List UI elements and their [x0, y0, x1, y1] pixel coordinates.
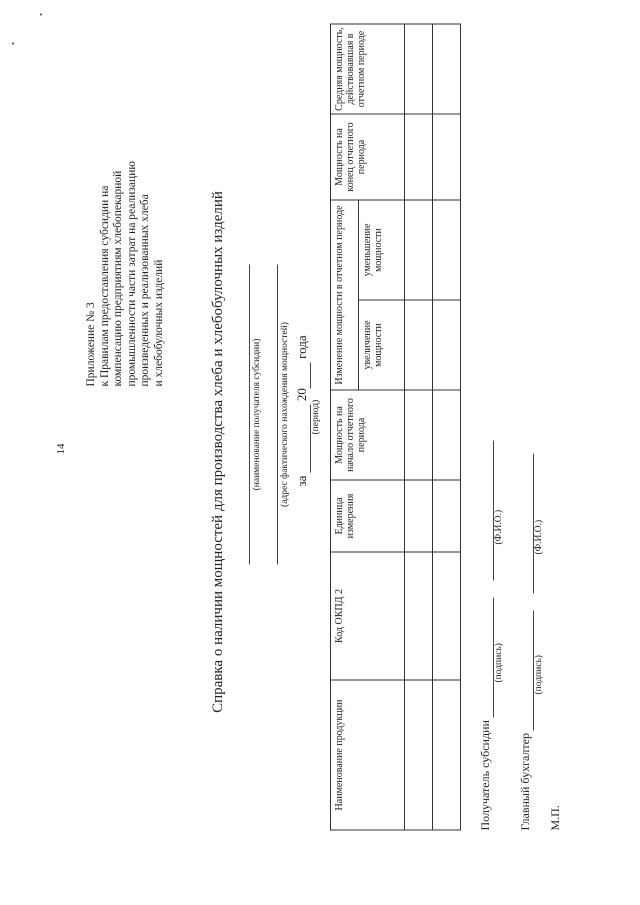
table-cell[interactable] [433, 480, 461, 552]
stamp-label: М.П. [548, 805, 562, 831]
accountant-signature-row [518, 453, 534, 830]
recipient-fio-hint: (Ф.И.О.) [494, 509, 504, 545]
accountant-fio-hint: (Ф.И.О.) [534, 519, 544, 555]
period-line [294, 335, 311, 486]
period-blank [294, 404, 311, 472]
table-cell[interactable] [433, 114, 461, 200]
address-hint: (адрес фактического нахождения мощностей) [280, 322, 290, 507]
accountant-signature-line [518, 610, 534, 730]
document-title: Справка о наличии мощностей для производства хлеба и хлебобулочных изделий [210, 191, 226, 713]
recipient-signature-row [478, 440, 494, 830]
header-increase: увеличение мощности [359, 300, 405, 390]
accountant-signature-hint: (подпись) [534, 655, 544, 695]
header-avg-capacity: Средняя мощность, действовавшая в отчетном периоде [331, 24, 405, 114]
appendix-header [85, 27, 166, 387]
year-blank [294, 362, 311, 388]
period-prefix: за [294, 475, 309, 487]
recipient-signature-line [478, 597, 494, 717]
table-cell[interactable] [433, 300, 461, 390]
table-cell[interactable] [433, 390, 461, 480]
table-row [405, 24, 433, 830]
table-cell[interactable] [405, 300, 433, 390]
table-cell[interactable] [433, 680, 461, 830]
accountant-fio-line [518, 453, 534, 593]
table-cell[interactable] [405, 480, 433, 552]
table-cell[interactable] [405, 390, 433, 480]
table-cell[interactable] [405, 114, 433, 200]
header-capacity-start: Мощность на начало отчетного периода [331, 390, 405, 480]
appendix-line-1: Приложение № 3 [85, 302, 97, 387]
appendix-line-5: произведенных и реализованных хлеба [139, 194, 151, 387]
period-hint: (период) [311, 399, 321, 435]
table-cell[interactable] [433, 200, 461, 300]
scan-dot [12, 43, 14, 45]
scan-dot [40, 14, 42, 16]
recipient-fio-line [478, 440, 494, 580]
appendix-line-2: к Правилам предоставления субсидии на [98, 185, 111, 387]
appendix-line-6: и хлебобулочных изделий [152, 259, 165, 387]
recipient-signature-hint: (подпись) [494, 643, 504, 683]
capacity-table [330, 24, 461, 831]
table-cell[interactable] [405, 552, 433, 680]
header-unit: Единица измерения [331, 480, 405, 552]
address-line [276, 265, 278, 565]
recipient-label: Получатель субсидии [478, 720, 492, 831]
appendix-line-3: компенсацию предприятиям хлебопекарной [112, 170, 124, 387]
header-capacity-end: Мощность на конец отчетного периода [331, 114, 405, 200]
header-decrease: уменьшение мощности [359, 200, 405, 300]
recipient-name-hint: (наименование получателя субсидии) [252, 338, 262, 491]
table-cell[interactable] [405, 680, 433, 830]
appendix-line-4: промышленности части затрат на реализацию [125, 161, 138, 387]
header-okpd-code: Код ОКПД 2 [331, 552, 405, 680]
recipient-name-line [248, 265, 250, 565]
period-suffix: года [294, 335, 309, 359]
page-number: 14 [55, 443, 67, 455]
table-cell[interactable] [433, 24, 461, 114]
header-product-name: Наименование продукции [331, 680, 405, 830]
table-cell[interactable] [405, 24, 433, 114]
period-year-prefix: 20 [294, 388, 309, 402]
table-cell[interactable] [405, 200, 433, 300]
header-capacity-change: Изменение мощности в отчетном периоде [331, 200, 359, 390]
table-cell[interactable] [433, 552, 461, 680]
accountant-label: Главный бухгалтер [518, 733, 532, 831]
table-row [433, 24, 461, 830]
